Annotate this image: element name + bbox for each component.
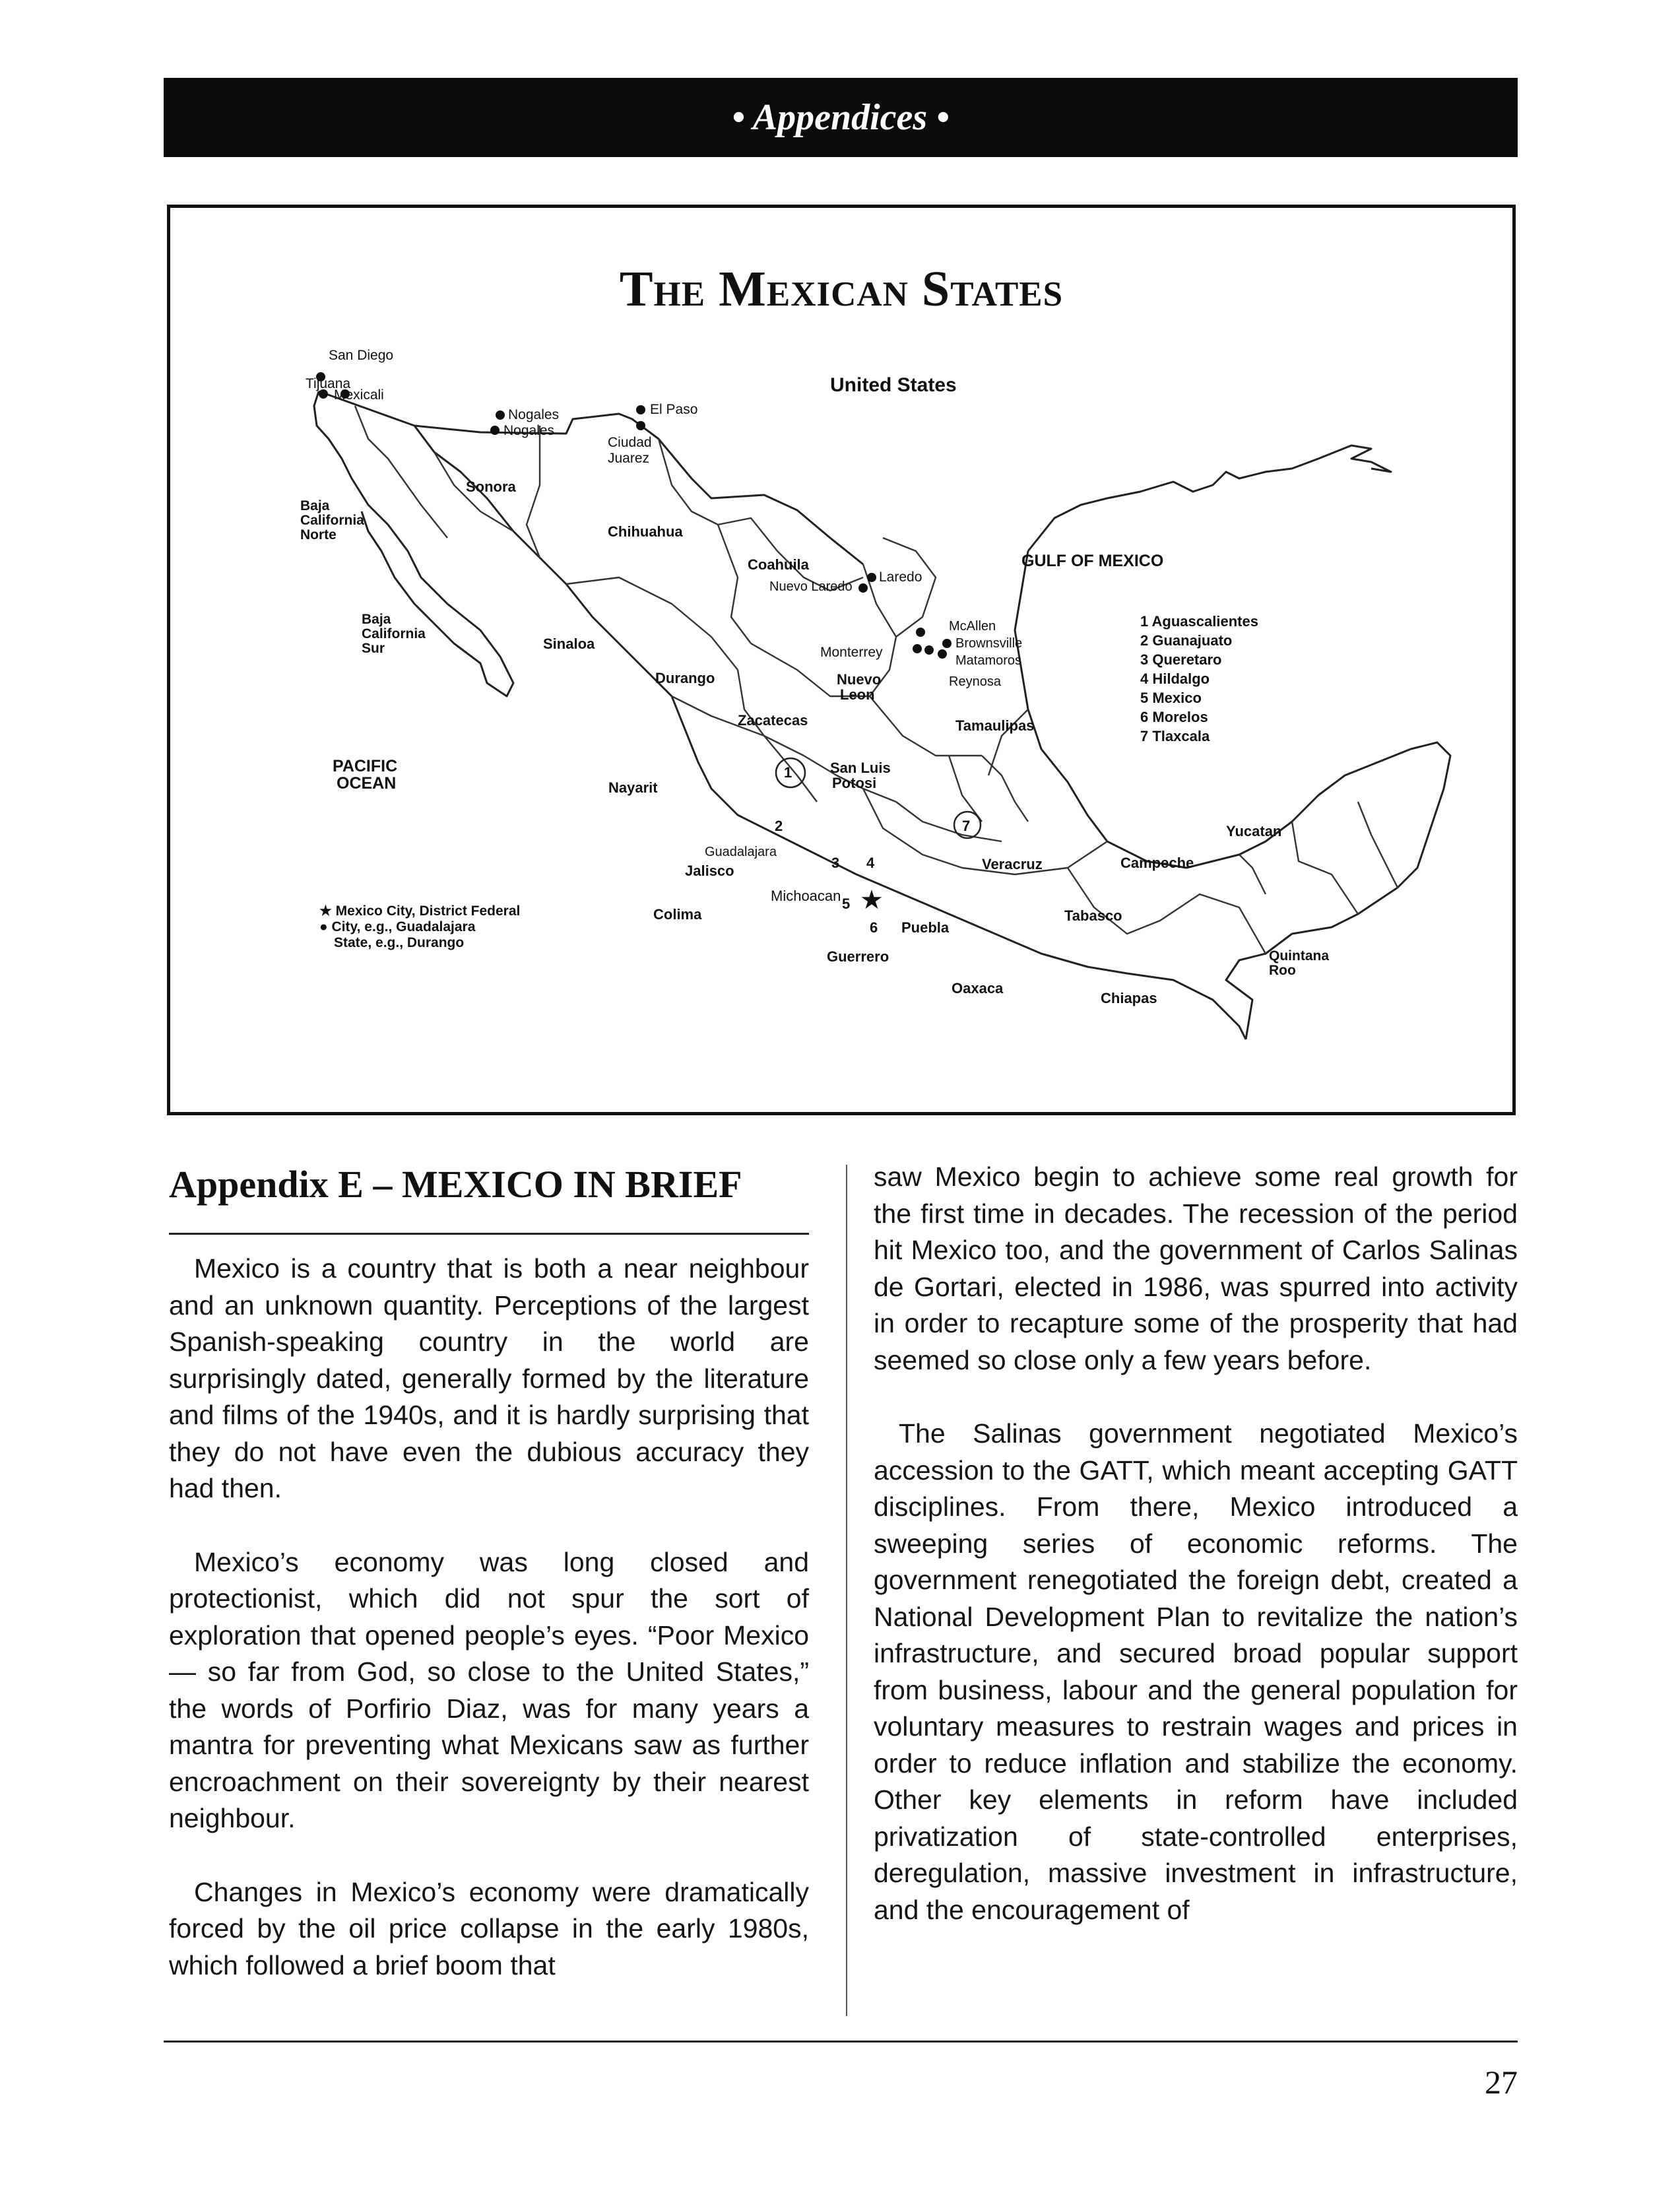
paragraph-4: The Salinas government negotiated Mexico’s accession to the GATT, which meant accepting GATT disciplines. From there, Mexico introduced a sweeping series of economic reforms. The government renegotiated the foreign debt, created a National Development Plan to revitalize the nation’s infrastructure, and secured broad popular support from business, labour and the general population for voluntary measures to restrain wages and prices in order to reduce inflation and stabilize the economy. Other key elements in reform have included privatization of state-controlled enterprises, deregulation, massive investment in infrastructure, and the encouragement of xyxy=(874,1418,1518,1925)
label-guadalajara: Guadalajara xyxy=(705,845,777,859)
column-divider xyxy=(846,1165,847,2016)
label-baja-norte-2: California xyxy=(300,513,364,528)
label-num-2: 2 xyxy=(775,818,783,834)
label-nogales-us: Nogales xyxy=(508,407,560,422)
label-baja-sur-2: California xyxy=(362,626,426,641)
label-mcallen: McAllen xyxy=(949,619,996,634)
numbered-state-4: 4 Hildalgo xyxy=(1140,670,1210,687)
left-column xyxy=(169,1251,809,2021)
label-nuevo-leon-2: Leon xyxy=(840,686,875,703)
map-title: The Mexican States xyxy=(619,261,1064,317)
label-ocean: OCEAN xyxy=(337,774,397,793)
baja-peninsula xyxy=(314,391,513,696)
label-nayarit: Nayarit xyxy=(608,779,658,796)
pacific-coast xyxy=(414,426,1246,1039)
city-dot-monterrey xyxy=(913,644,922,653)
map-frame xyxy=(167,205,1516,1115)
city-dot-ciudad-juarez xyxy=(636,421,645,430)
city-dot-el-paso xyxy=(636,405,645,414)
numbered-state-1: 1 Aguascalientes xyxy=(1140,613,1258,630)
label-sonora: Sonora xyxy=(466,478,516,495)
label-pacific: PACIFIC xyxy=(333,757,398,775)
paragraph-1: Mexico is a country that is both a near neighbour and an unknown quantity. Perceptions of the largest Spanish-speaking country in the world are surprisingly dated, generally formed by the literature and films of the 1940s, and it is hardly surprising that they do not have even the dubious accuracy they had then. xyxy=(169,1253,809,1503)
guatemala-border xyxy=(1226,888,1398,1039)
label-quintana: Quintana xyxy=(1269,948,1330,964)
label-nuevo-laredo: Nuevo Laredo xyxy=(769,579,853,594)
numbered-state-2: 2 Guanajuato xyxy=(1140,632,1233,649)
section-banner: • Appendices • xyxy=(164,78,1518,157)
numbered-state-3: 3 Queretaro xyxy=(1140,651,1222,668)
city-dot-mcallen xyxy=(916,628,925,637)
city-dot-nogales-mx xyxy=(490,426,500,435)
paragraph-3-end: saw Mexico begin to achieve some real growth for the first time in decades. The recession of the period hit Mexico too, and the government of Carlos Salinas de Gortari, elected in 1986, was spurred into activity in order to recapture some of the prosperity that had seemed so close only a few years before. xyxy=(874,1161,1518,1375)
label-el-paso: El Paso xyxy=(650,402,698,417)
label-coahuila: Coahuila xyxy=(748,556,809,573)
numbered-state-5: 5 Mexico xyxy=(1140,690,1202,706)
page-number: 27 xyxy=(1485,2064,1518,2101)
label-chiapas: Chiapas xyxy=(1101,990,1157,1006)
label-monterrey: Monterrey xyxy=(820,645,883,660)
city-dot-brownsville xyxy=(942,639,952,648)
city-dot-matamoros xyxy=(938,649,947,659)
label-chihuahua: Chihuahua xyxy=(608,523,683,540)
label-san-diego: San Diego xyxy=(329,348,394,363)
us-border-line xyxy=(319,391,863,564)
label-san-luis: San Luis xyxy=(830,760,891,776)
label-baja-norte-3: Norte xyxy=(300,527,337,542)
label-jalisco: Jalisco xyxy=(685,863,734,879)
label-roo: Roo xyxy=(1269,963,1296,978)
label-baja-norte-1: Baja xyxy=(300,498,330,513)
label-sinaloa: Sinaloa xyxy=(543,636,595,652)
paragraph-2: Mexico’s economy was long closed and protectionist, which did not spur the sort of exploration that opened people’s eyes. “Poor Mexico — so far from God, so close to the United States,” the words of Porfirio Diaz, was for many years a mantra for preventing what Mexicans saw as further encroachment on their sovereignty by their nearest neighbour. xyxy=(169,1546,809,1833)
label-ciudad: Ciudad xyxy=(608,435,652,450)
label-num-4: 4 xyxy=(866,855,875,871)
label-tamaulipas: Tamaulipas xyxy=(955,717,1035,734)
label-num-7: 7 xyxy=(962,818,971,834)
city-dot-nogales-us xyxy=(496,410,505,420)
legend-mexico-city: ★ Mexico City, District Federal xyxy=(319,903,521,919)
label-colima: Colima xyxy=(653,906,702,923)
city-dot-laredo xyxy=(867,573,876,582)
legend-state: State, e.g., Durango xyxy=(334,935,465,950)
label-potosi: Potosi xyxy=(832,775,877,791)
city-dot-reynosa xyxy=(924,645,934,655)
numbered-state-7: 7 Tlaxcala xyxy=(1140,728,1210,744)
label-zacatecas: Zacatecas xyxy=(738,712,808,729)
label-matamoros: Matamoros xyxy=(955,653,1022,668)
label-nuevo-leon-1: Nuevo xyxy=(837,671,882,688)
label-tijuana: Tijuana xyxy=(306,376,351,391)
label-juarez: Juarez xyxy=(608,451,650,466)
label-baja-sur-1: Baja xyxy=(362,612,391,627)
city-dot-nuevo-laredo xyxy=(858,583,868,593)
label-oaxaca: Oaxaca xyxy=(952,980,1004,996)
label-laredo: Laredo xyxy=(879,570,922,585)
heading-rule xyxy=(169,1233,809,1235)
texas-coast xyxy=(1028,445,1391,551)
label-durango: Durango xyxy=(655,670,715,686)
numbered-state-6: 6 Morelos xyxy=(1140,709,1208,725)
label-veracruz: Veracruz xyxy=(982,856,1043,872)
right-column xyxy=(874,1159,1518,1965)
label-puebla: Puebla xyxy=(901,919,950,936)
legend-city: ● City, e.g., Guadalajara xyxy=(319,919,476,934)
label-gulf-of-mexico: GULF OF MEXICO xyxy=(1021,552,1164,570)
appendix-heading: Appendix E – MEXICO IN BRIEF xyxy=(169,1163,742,1206)
label-brownsville: Brownsville xyxy=(955,636,1023,651)
label-michoacan: Michoacan xyxy=(771,888,841,904)
label-tabasco: Tabasco xyxy=(1064,907,1122,924)
label-baja-sur-3: Sur xyxy=(362,641,385,656)
mexico-states-map xyxy=(170,208,1512,1112)
label-num-1: 1 xyxy=(784,764,792,781)
label-num-6: 6 xyxy=(870,919,878,936)
label-yucatan: Yucatan xyxy=(1226,823,1282,839)
label-reynosa: Reynosa xyxy=(949,674,1001,689)
footer-rule xyxy=(164,2041,1518,2042)
paragraph-3-start: Changes in Mexico’s economy were dramatically forced by the oil price collapse in the early 1980s, which followed a brief boom that xyxy=(169,1876,809,1980)
label-mexicali: Mexicali xyxy=(334,387,384,403)
mexico-city-star: ★ xyxy=(860,886,884,915)
label-campeche: Campeche xyxy=(1120,855,1194,871)
label-num-5: 5 xyxy=(842,896,851,912)
label-guanajuato-num: 3 xyxy=(831,855,840,871)
label-guerrero: Guerrero xyxy=(827,948,889,965)
label-united-states: United States xyxy=(830,374,957,396)
label-nogales-mx: Nogales xyxy=(503,423,555,438)
